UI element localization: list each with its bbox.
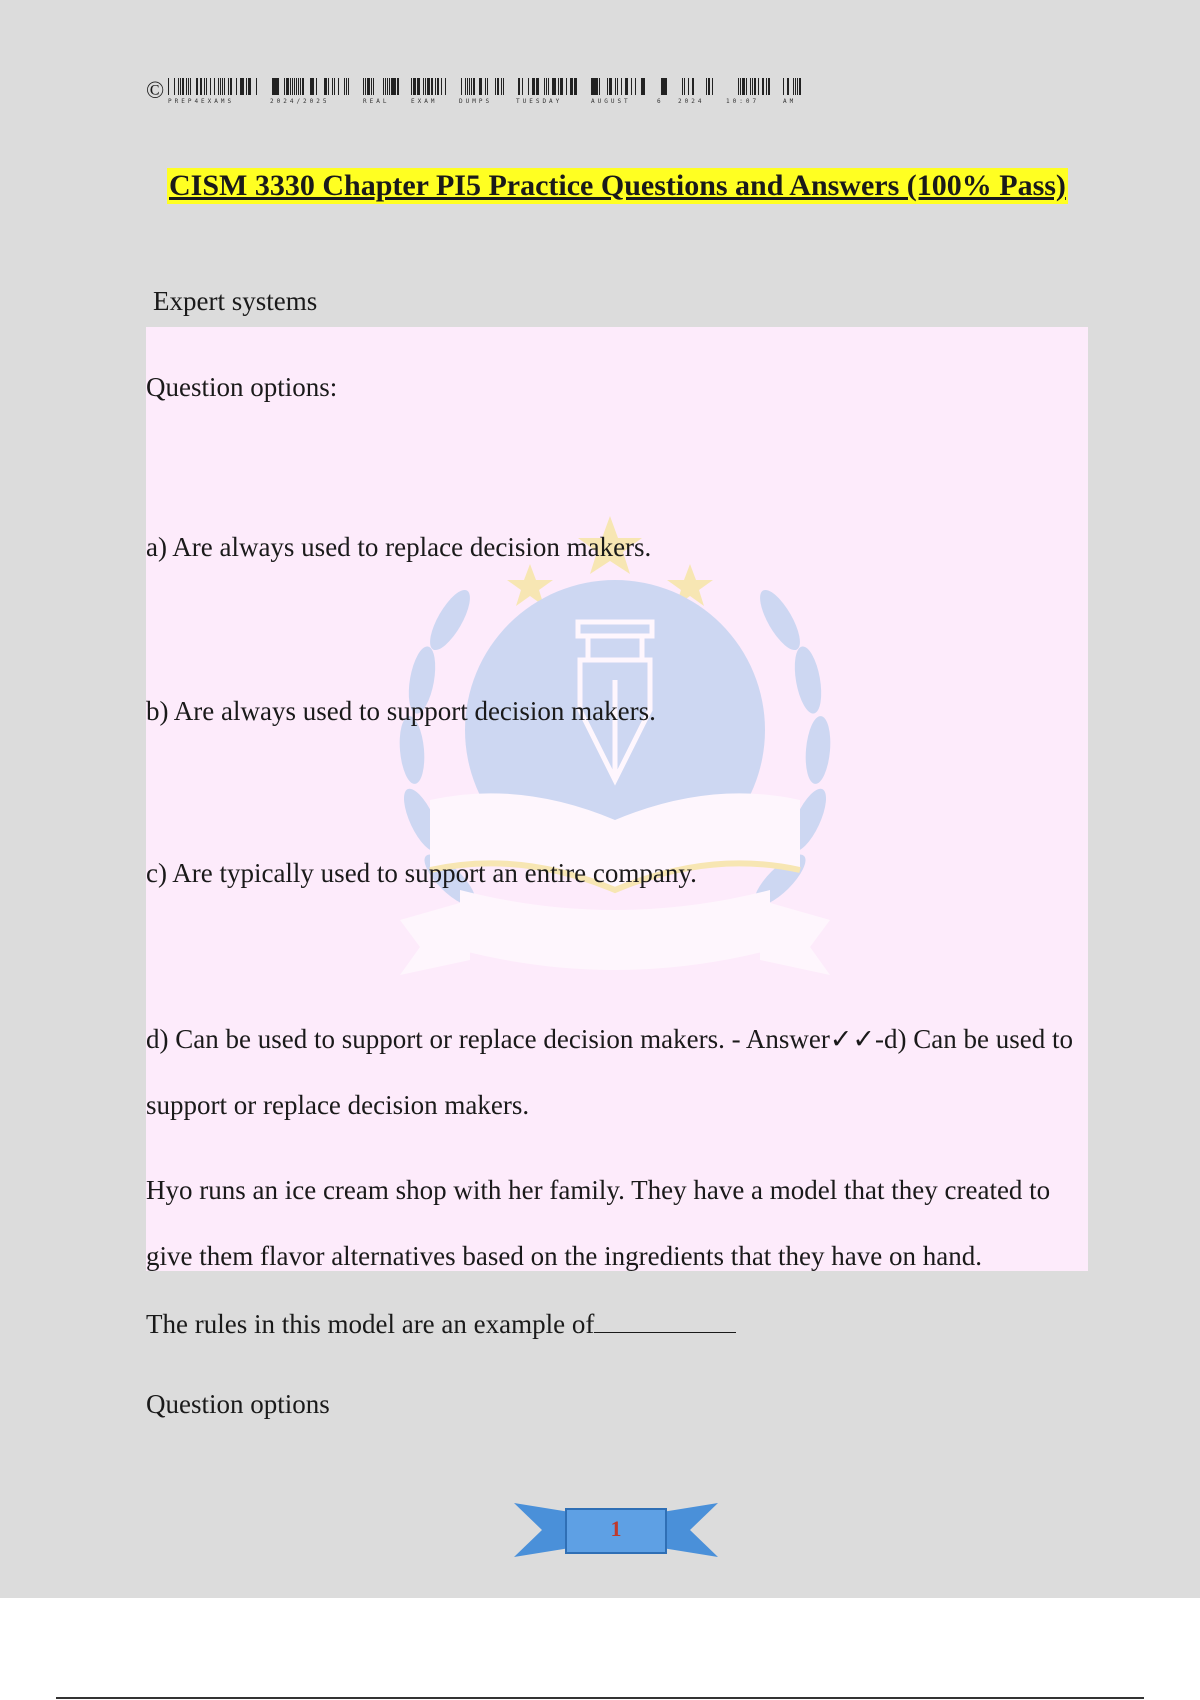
svg-text:PREP4EXAMS: PREP4EXAMS bbox=[168, 98, 235, 104]
option-d-with-answer: d) Can be used to support or replace decision makers. - Answer✓✓-d) Can be used to support or replace decision makers. bbox=[146, 1024, 1074, 1120]
barcode-icon bbox=[168, 78, 968, 104]
page-number: 1 bbox=[610, 1516, 622, 1541]
option-c: c) Are typically used to support an entire company. bbox=[146, 858, 697, 888]
document-title: CISM 3330 Chapter PI5 Practice Questions and Answers (100% Pass) bbox=[169, 169, 1066, 202]
footer-divider bbox=[56, 1697, 1144, 1699]
svg-text:6: 6 bbox=[657, 98, 664, 104]
svg-text:AUGUST: AUGUST bbox=[591, 98, 631, 104]
question-topic: Expert systems bbox=[153, 286, 318, 316]
header-barcode-line bbox=[146, 76, 976, 106]
svg-text:TUESDAY: TUESDAY bbox=[516, 98, 563, 104]
question2-prompt-text: The rules in this model are an example of bbox=[146, 1309, 595, 1339]
copyright-symbol: © bbox=[146, 78, 165, 104]
question-options-label: Question options: bbox=[146, 372, 338, 402]
svg-text:DUMPS: DUMPS bbox=[459, 98, 493, 104]
svg-text:2024: 2024 bbox=[678, 98, 705, 104]
option-b: b) Are always used to support decision makers. bbox=[146, 696, 656, 726]
svg-text:EXAM: EXAM bbox=[411, 98, 438, 104]
svg-text:AM: AM bbox=[783, 98, 797, 104]
option-a: a) Are always used to replace decision makers. bbox=[146, 532, 652, 562]
svg-text:REAL: REAL bbox=[363, 98, 390, 104]
answer-blank bbox=[594, 1306, 736, 1333]
question2-prompt bbox=[146, 1306, 736, 1341]
svg-text:2024/2025: 2024/2025 bbox=[270, 98, 330, 104]
question2-options-label: Question options bbox=[146, 1389, 330, 1419]
watermark-logo-icon bbox=[330, 510, 890, 1030]
question2-scenario: Hyo runs an ice cream shop with her family. They have a model that they created to give them flavor alternatives based on the ingredients that they have on hand. bbox=[146, 1175, 1051, 1271]
svg-text:10:07: 10:07 bbox=[726, 98, 760, 104]
